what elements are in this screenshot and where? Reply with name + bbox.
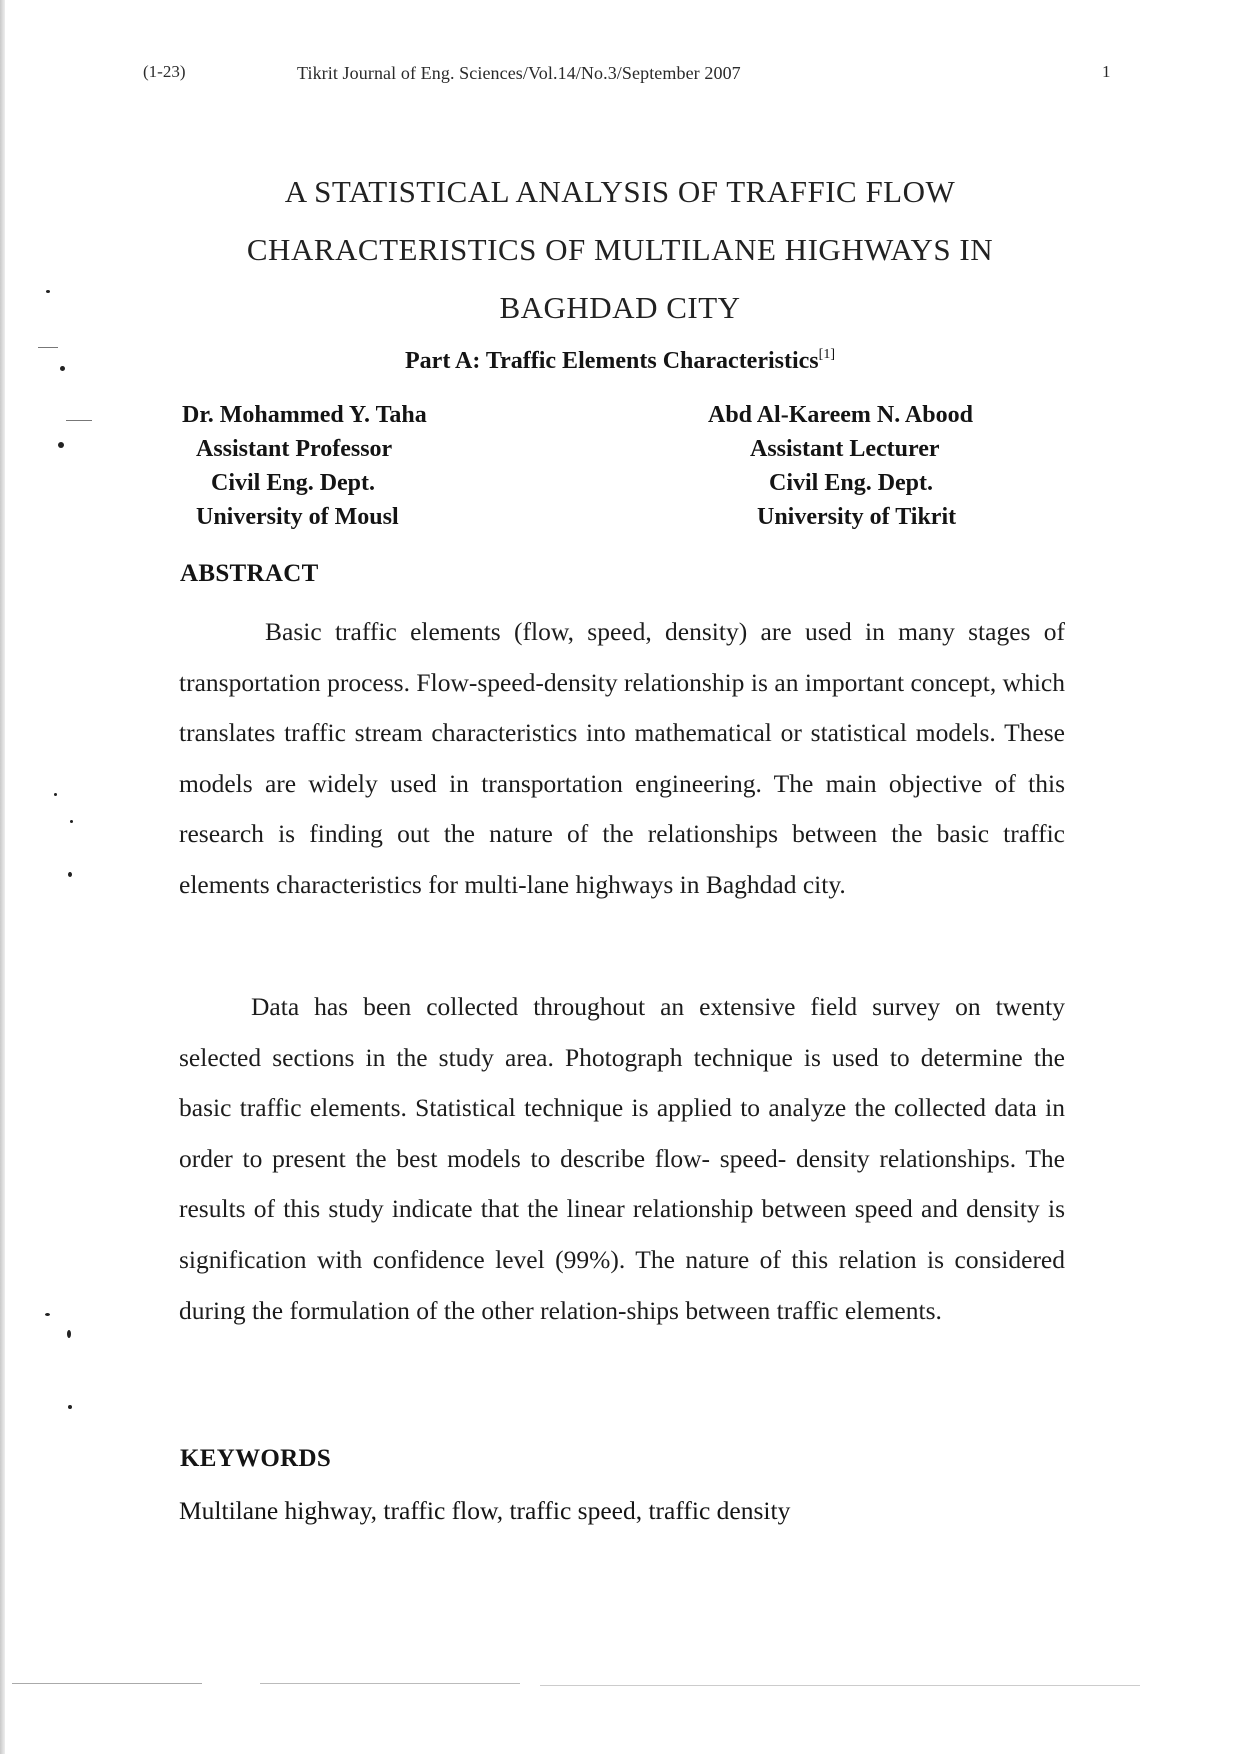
scan-speck (67, 1330, 71, 1338)
abstract-paragraph-1: Basic traffic elements (flow, speed, density) are used in many stages of transportation process. Flow-speed-density relationship is an important concept, which translates traffic stream characteristics into mathematical or statistical models. These models are widely used in transportation engineering. The main objective of this research is finding out the nature of the relationships between the basic traffic elements characteristics for multi-lane highways in Baghdad city. (179, 617, 1065, 899)
scan-speck (58, 442, 64, 448)
author-2 (708, 398, 973, 534)
scan-streak (12, 1683, 202, 1684)
keywords-heading: KEYWORDS (180, 1445, 332, 1472)
author-position: Assistant Lecturer (750, 436, 940, 462)
page-number: 1 (1102, 62, 1111, 81)
paper-title-block (160, 163, 1080, 377)
subtitle-reference: [1] (818, 347, 835, 362)
scan-speck (54, 793, 57, 796)
paper-title-line-1: A STATISTICAL ANALYSIS OF TRAFFIC FLOW (284, 174, 956, 209)
author-department: Civil Eng. Dept. (211, 470, 376, 496)
author-department: Civil Eng. Dept. (769, 470, 934, 496)
scan-speck (60, 366, 65, 371)
author-name: Abd Al-Kareem N. Abood (708, 402, 973, 428)
scanned-page-edge (0, 0, 5, 1754)
keywords-list: Multilane highway, traffic flow, traffic speed, traffic density (179, 1496, 791, 1525)
scan-speck (68, 872, 72, 877)
abstract-heading: ABSTRACT (180, 560, 319, 587)
scan-speck (45, 1313, 50, 1316)
author-university: University of Tikrit (757, 504, 957, 530)
author-name: Dr. Mohammed Y. Taha (182, 402, 427, 428)
abstract-paragraph-2: Data has been collected throughout an extensive field survey on twenty selected sections in the study area. Photograph technique is used to determine the basic traffic elements. Statistical technique is applied to analyze the collected data in order to present the best models to describe flow- speed- density relationships. The results of this study indicate that the linear relationship between speed and density is signification with confidence level (99%). The nature of this relation is considered during the formulation of the other relation-ships between traffic elements. (179, 992, 1065, 1325)
scan-streak (260, 1683, 520, 1684)
author-university: University of Mousl (196, 504, 399, 530)
running-header (0, 62, 1240, 92)
scan-speck (46, 290, 50, 293)
scan-speck (68, 1405, 72, 1409)
scan-speck (70, 820, 73, 823)
scan-streak (66, 420, 92, 421)
paper-title-line-2: CHARACTERISTICS OF MULTILANE HIGHWAYS IN (246, 232, 994, 267)
scan-streak (540, 1685, 1140, 1686)
author-1 (182, 398, 427, 534)
paper-subtitle (160, 339, 1080, 377)
author-position: Assistant Professor (196, 436, 393, 462)
paper-title-line-3: BAGHDAD CITY (499, 290, 741, 325)
subtitle-text: Part A: Traffic Elements Characteristics (405, 348, 819, 374)
journal-citation: Tikrit Journal of Eng. Sciences/Vol.14/No.3/September 2007 (297, 63, 741, 83)
page-range: (1-23) (143, 62, 186, 81)
scan-streak (38, 347, 58, 348)
